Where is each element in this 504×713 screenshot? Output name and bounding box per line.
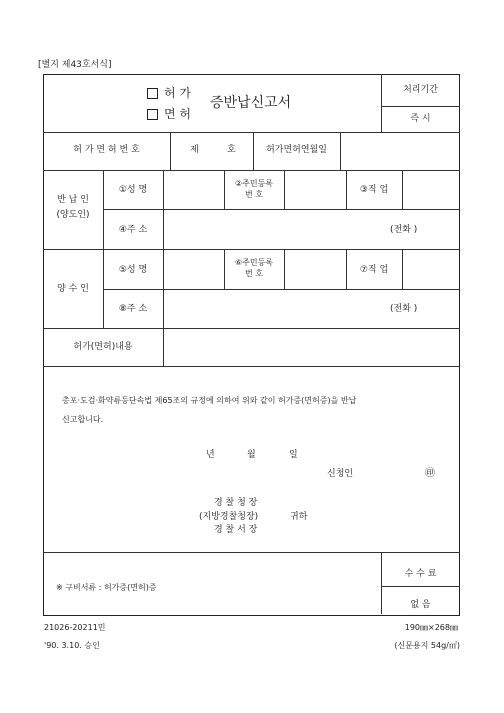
- required-documents: ※ 구비서류 : 허가증(면허)증: [56, 583, 157, 592]
- rule-fee-mid: [381, 586, 460, 587]
- form-title: 증반납신고서: [210, 95, 292, 111]
- date-year-label: 년: [206, 450, 215, 460]
- receiver-name-label: ⑤성 명: [118, 265, 148, 275]
- returner-phone: (전화 ): [390, 225, 418, 235]
- rule-statement-bottom: [43, 552, 460, 553]
- recipient-addressee: 귀하: [290, 512, 308, 522]
- paper-size: 190㎜×268㎜: [404, 623, 458, 632]
- receiver-id-sublabel: 번 호: [245, 269, 263, 278]
- paper-type: (신문용지 54g/㎡): [394, 641, 460, 650]
- rule-permit-1: [170, 132, 171, 170]
- returner-address-label: ④주 소: [118, 225, 148, 235]
- returner-id-sublabel: 번 호: [245, 190, 263, 199]
- rule-permit-bottom: [43, 170, 460, 171]
- permit-date-label: 허가면허연월일: [266, 145, 327, 155]
- permit-number-ho: 호: [227, 145, 236, 155]
- processing-period-value: 즉 시: [410, 114, 431, 124]
- returner-id-field[interactable]: [285, 171, 345, 208]
- returner-label: 반 납 인: [57, 195, 89, 205]
- recipient-provincial: (지방경찰청장): [199, 512, 259, 522]
- returner-name-label: ①성 명: [118, 185, 148, 195]
- date-day-label: 일: [289, 450, 298, 460]
- receiver-label: 양 수 인: [57, 284, 89, 294]
- permit-date-field[interactable]: [341, 133, 459, 169]
- permit-content-label: 허가(면허)내용: [73, 342, 133, 352]
- permit-number-label: 허 가 면 허 번 호: [73, 145, 140, 155]
- rule-content-bottom: [43, 366, 460, 367]
- returner-sublabel: (양도인): [56, 210, 90, 220]
- applicant-label: 신청인: [327, 469, 354, 479]
- receiver-phone: (전화 ): [390, 304, 418, 314]
- receiver-job-label: ⑦직 업: [359, 265, 389, 275]
- approval-date: '90. 3.10. 승인: [44, 641, 100, 650]
- recipient-commissioner: 경 찰 청 장: [214, 498, 258, 508]
- form-number: [별지 제43호서식]: [38, 60, 112, 70]
- statement-line-1: 총포·도검·화약류등단속법 제65조의 규정에 의하여 위와 같이 허가증(면허증)을 반납: [62, 396, 357, 405]
- form-code: 21026-20211민: [44, 623, 106, 632]
- rule-returner-bottom: [43, 249, 460, 250]
- permit-number-je: 제: [190, 145, 199, 155]
- receiver-id-field[interactable]: [285, 250, 345, 288]
- returner-job-field[interactable]: [403, 171, 459, 208]
- rule-receiver-id-l: [224, 249, 225, 289]
- receiver-address-label: ⑧주 소: [118, 304, 148, 314]
- permit-checkbox[interactable]: [147, 88, 158, 99]
- rule-processing: [381, 106, 460, 107]
- license-checkbox[interactable]: [147, 109, 158, 120]
- receiver-name-field[interactable]: [164, 250, 223, 288]
- fee-label: 수 수 료: [404, 569, 437, 579]
- returner-name-field[interactable]: [164, 171, 223, 208]
- recipient-station-chief: 경 찰 서 장: [214, 525, 258, 535]
- rule-returner-id-l: [224, 170, 225, 209]
- processing-period-label: 처리기간: [403, 85, 438, 95]
- statement-line-2: 신고합니다.: [62, 415, 104, 424]
- permit-content-field[interactable]: [164, 329, 459, 365]
- receiver-id-label: ⑥주민등록: [234, 258, 274, 267]
- receiver-job-field[interactable]: [403, 250, 459, 288]
- title-license: 면 허: [164, 107, 191, 121]
- returner-job-label: ③직 업: [359, 185, 389, 195]
- title-permit: 허 가: [164, 86, 191, 100]
- seal-mark: ㊞: [425, 468, 435, 479]
- returner-id-label: ②주민등록: [234, 179, 274, 188]
- fee-value: 없 음: [410, 600, 431, 610]
- date-month-label: 월: [247, 450, 256, 460]
